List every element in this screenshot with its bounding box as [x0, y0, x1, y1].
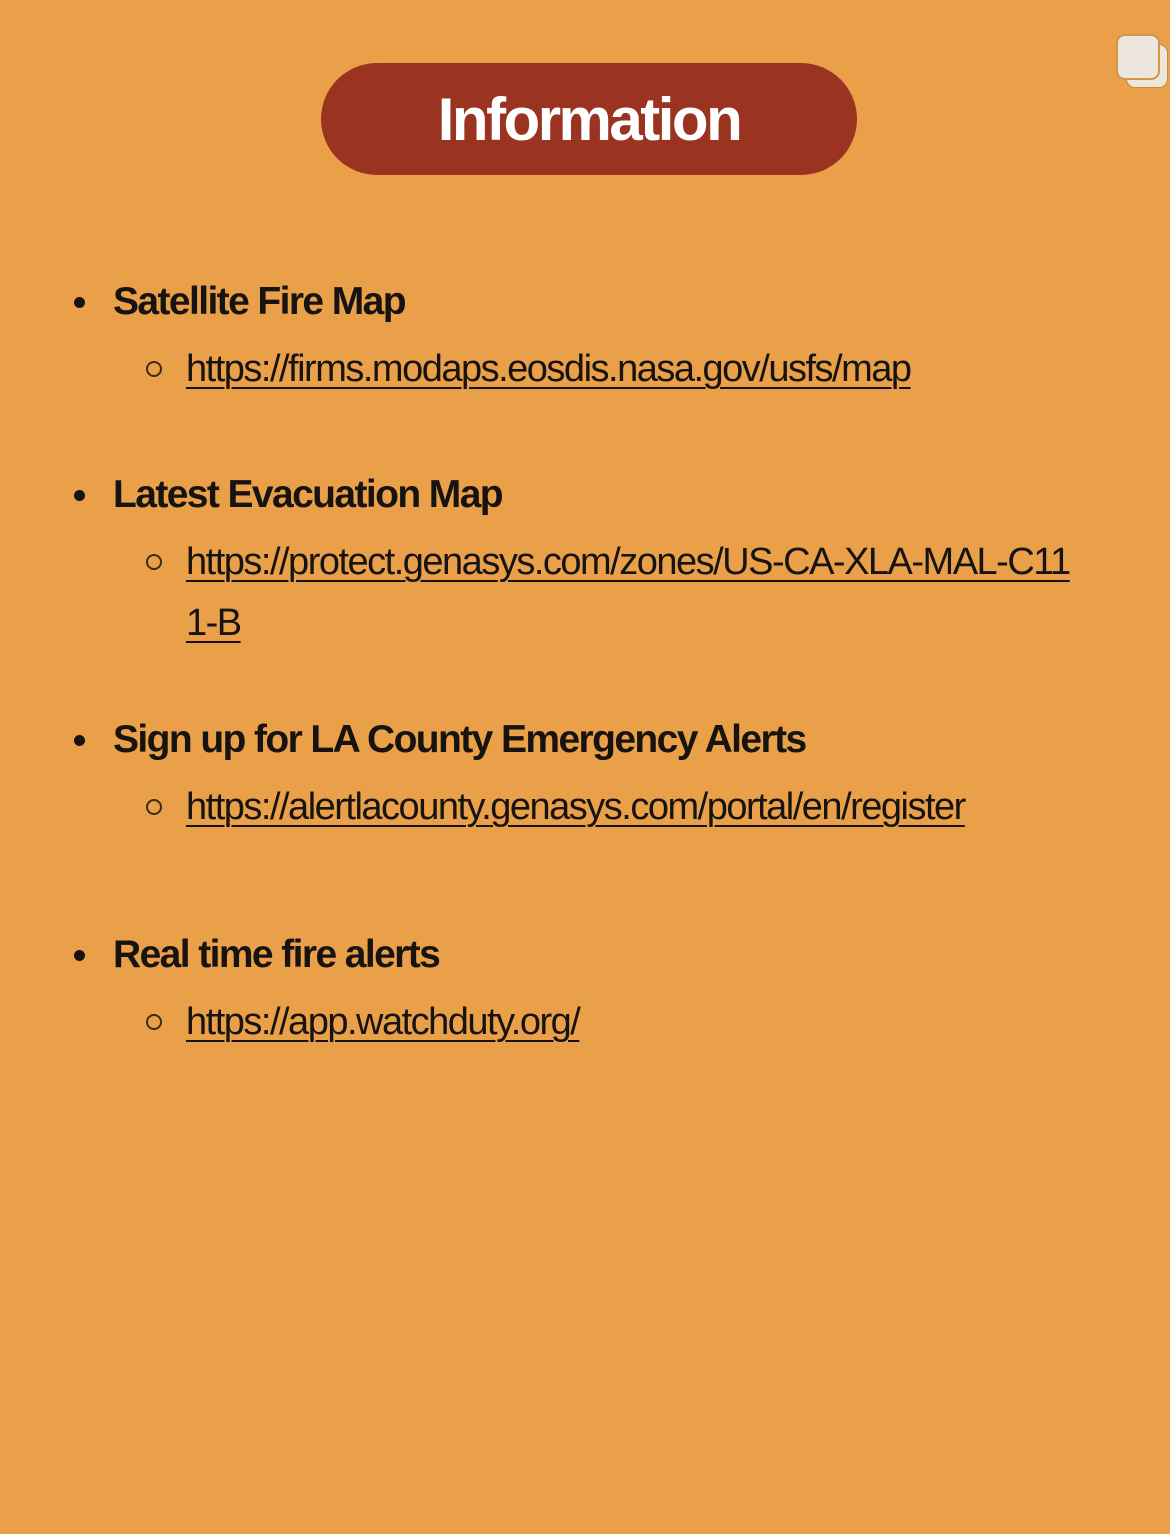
sub-bullet-icon	[146, 361, 162, 377]
list-item	[70, 930, 1150, 1053]
list-item	[70, 715, 1150, 838]
item-heading: Real time fire alerts	[113, 933, 440, 976]
item-link[interactable]: https://protect.genasys.com/zones/US-CA-XLA-MAL-C111-B	[186, 541, 1070, 644]
list-item	[70, 277, 1150, 400]
title-pill	[321, 63, 857, 175]
list-item	[70, 470, 1150, 654]
item-link[interactable]: https://app.watchduty.org/	[186, 1001, 580, 1043]
sub-bullet-icon	[146, 799, 162, 815]
carousel-multiple-icon	[1116, 34, 1170, 90]
item-link[interactable]: https://alertlacounty.genasys.com/portal/en/register	[186, 786, 965, 828]
bullet-icon	[74, 490, 85, 501]
bullet-icon	[74, 950, 85, 961]
page-title: Information	[437, 85, 741, 153]
item-heading: Sign up for LA County Emergency Alerts	[113, 718, 806, 761]
bullet-icon	[74, 735, 85, 746]
sub-bullet-icon	[146, 554, 162, 570]
item-heading: Latest Evacuation Map	[113, 473, 503, 516]
bullet-icon	[74, 297, 85, 308]
sub-bullet-icon	[146, 1014, 162, 1030]
item-link[interactable]: https://firms.modaps.eosdis.nasa.gov/usfs/map	[186, 348, 911, 390]
item-heading: Satellite Fire Map	[113, 280, 405, 323]
